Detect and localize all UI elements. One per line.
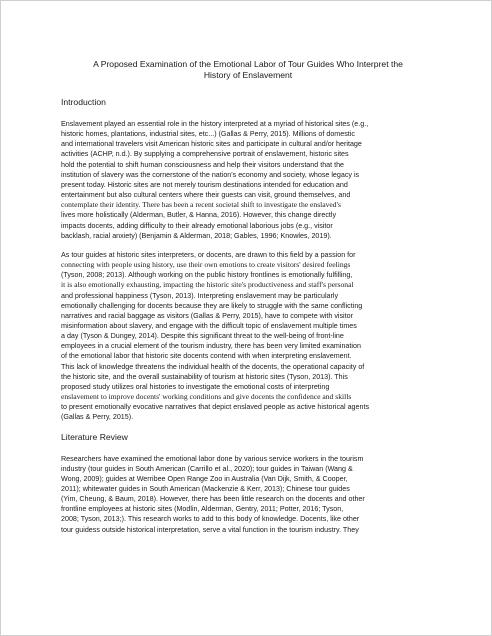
text-line: industry (tour guides in South American (Carrillo et al., 2020); tour guides in Taiwan (Wang &	[61, 464, 353, 473]
intro-paragraph-1	[61, 119, 435, 241]
text-line: Enslavement played an essential role in the history interpreted at a myriad of historical sites (e.g.,	[61, 120, 369, 128]
text-line: Researchers have examined the emotional labor done by various service workers in the tourism	[61, 454, 364, 463]
text-line: the historic site, and the overall sustainability of tourism at historic sites (Tyson, 2013). This	[61, 372, 348, 381]
text-line: present today. Historic sites are not merely tourism destinations intended for education and	[61, 180, 348, 189]
text-line: entertainment but also cultural centers where their guests can visit, ground themselves, and	[61, 191, 351, 200]
text-line: to present emotionally evocative narratives that depict enslaved people as active historical agents	[61, 403, 370, 412]
text-line: (Yim, Cheung, & Baum, 2018). However, there has been little research on the docents and other	[61, 495, 365, 504]
text-line: hold the potential to shift human consciousness and help their visitors understand that the	[61, 160, 345, 169]
text-line: and international travelers visit American historic sites and participate in cultural and/or heritage	[61, 140, 362, 149]
text-line: 2008; Tyson, 2013;). This research works to add to this body of knowledge. Docents, like other	[61, 515, 360, 524]
text-line: narratives and racial baggage as visitors (Gallas & Perry, 2015), have to compete with visitor	[61, 311, 353, 320]
text-line: of the emotional labor that historic site docents contend with when interpreting enslavement.	[61, 352, 352, 361]
intro-paragraph-2	[61, 250, 435, 423]
section-heading-literature-review: Literature Review	[61, 431, 128, 442]
page-content	[61, 59, 435, 544]
text-line: proposed study utilizes oral histories to investigate the emotional costs of interpreting	[61, 382, 330, 391]
text-line: As tour guides at historic sites interpreters, or docents, are drawn to this field by a passion for	[61, 250, 356, 259]
text-line: impacts docents, adding difficulty to their already emotional laborious jobs (e.g., visitor	[61, 221, 333, 230]
text-line: 2011); whitewater guides in South American (Mackenzie & Kerr, 2013); Chinese tour guides	[61, 485, 350, 493]
text-line: backlash, racial anxiety) (Benjamin & Alderman, 2018; Gables, 1996; Knowles, 2019).	[61, 231, 332, 240]
text-line: (Gallas & Perry, 2015).	[61, 413, 134, 422]
text-line: This lack of knowledge threatens the individual health of the docents, the operational capacity of	[61, 362, 365, 371]
text-line: historic homes, plantations, industrial sites, etc...) (Gallas & Perry, 2015). Millions of domestic	[61, 130, 355, 139]
text-line: misinformation about slavery, and engage with the difficult topic of enslavement multiple times	[61, 321, 357, 330]
title-line: History of Enslavement	[203, 70, 293, 80]
text-line: lives more holistically (Alderman, Butler, & Hanna, 2016). However, this change directly	[61, 211, 337, 220]
text-line: enslavement to improve docents' working conditions and give docents the confidence and skills	[61, 392, 352, 402]
text-line: connecting with people using history, use their own emotions to create visitors' desired feelings	[61, 260, 351, 270]
title-line: A Proposed Examination of the Emotional Labor of Tour Guides Who Interpret the	[93, 59, 403, 69]
text-line: activities (ACHP, n.d.). By supplying a comprehensive portrait of enslavement, historic sites	[61, 150, 349, 159]
text-line: it is also emotionally exhausting, impacting the historic site's productiveness and staff's personal	[61, 280, 354, 290]
text-line: Wong, 2009); guides at Werribee Open Range Zoo in Australia (Van Dijk, Smith, & Cooper,	[61, 474, 348, 483]
paper-title	[61, 59, 435, 81]
text-line: tour guidess outside historical interpretation, serve a vital function in the tourism industry. They	[61, 525, 359, 534]
text-line: a day (Tyson & Dungey, 2014). Despite this significant threat to the well-being of front-line	[61, 332, 344, 341]
text-line: (Tyson, 2008; 2013). Although working on the public history frontlines is emotionally fulfilling,	[61, 271, 353, 280]
literature-paragraph-1	[61, 454, 435, 535]
text-line: frontline employees at historic sites (Modlin, Alderman, Gentry, 2011; Potter, 2016; Tyson,	[61, 505, 344, 514]
text-line: emotionally challenging for docents because they are likely to struggle with the same conflicting	[61, 301, 363, 310]
text-line: institution of slavery was the cornerstone of the nation's economy and society, whose legacy is	[61, 170, 360, 179]
text-line: and professional happiness (Tyson, 2013). Interpreting enslavement may be particularly	[61, 291, 339, 300]
text-line: employees in a crucial element of the tourism industry, there has been very limited examination	[61, 342, 361, 351]
section-heading-introduction: Introduction	[61, 97, 106, 107]
text-line: contemplate their identity. There has been a recent societal shift to investigate the enslaved's	[61, 200, 341, 210]
